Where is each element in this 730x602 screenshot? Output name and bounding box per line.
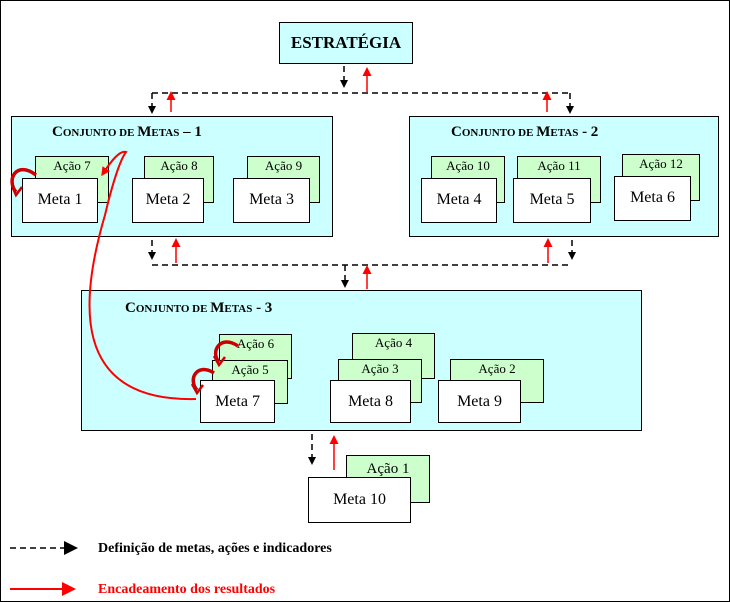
- action-5: Ação 5: [212, 360, 288, 404]
- goal-9: Meta 9: [438, 380, 521, 423]
- action-4: Ação 4: [352, 333, 435, 379]
- goal-set-2-title: CONJUNTO DE METAS - 2: [451, 124, 599, 140]
- definition-lines-top: [152, 66, 570, 110]
- action-8: Ação 8: [144, 156, 214, 203]
- legend-definition-label: Definição de metas, ações e indicadores: [98, 541, 332, 556]
- action-7: Ação 7: [35, 156, 109, 203]
- goal-4: Meta 4: [421, 178, 497, 223]
- action-11: Ação 11: [517, 156, 601, 203]
- definition-lines-middle: [152, 240, 572, 284]
- loop-arrows: [12, 170, 238, 393]
- goal-3: Meta 3: [233, 178, 310, 223]
- strategy-box: ESTRATÉGIA: [279, 22, 413, 64]
- action-10: Ação 10: [431, 156, 505, 203]
- action-2: Ação 2: [450, 359, 544, 403]
- action-9: Ação 9: [247, 156, 320, 203]
- goal-6: Meta 6: [614, 176, 691, 221]
- action-12: Ação 12: [622, 154, 700, 201]
- action-6: Ação 6: [219, 334, 292, 379]
- action-1: Ação 1: [346, 455, 430, 503]
- chaining-lines-middle: [176, 243, 548, 289]
- goal-set-3-title: CONJUNTO DE METAS - 3: [125, 300, 273, 316]
- legend-chaining-label: Encadeamento dos resultados: [98, 582, 276, 597]
- goal-2: Meta 2: [132, 178, 204, 223]
- action-3: Ação 3: [338, 359, 422, 403]
- goal-7: Meta 7: [200, 380, 275, 423]
- chaining-lines-top: [171, 72, 547, 112]
- goal-1: Meta 1: [22, 178, 98, 223]
- goal-5: Meta 5: [513, 178, 591, 223]
- chaining-curve: [89, 152, 196, 399]
- goal-set-1-title: CONJUNTO DE METAS – 1: [52, 124, 202, 140]
- goal-10: Meta 10: [308, 477, 411, 523]
- goal-8: Meta 8: [330, 380, 411, 423]
